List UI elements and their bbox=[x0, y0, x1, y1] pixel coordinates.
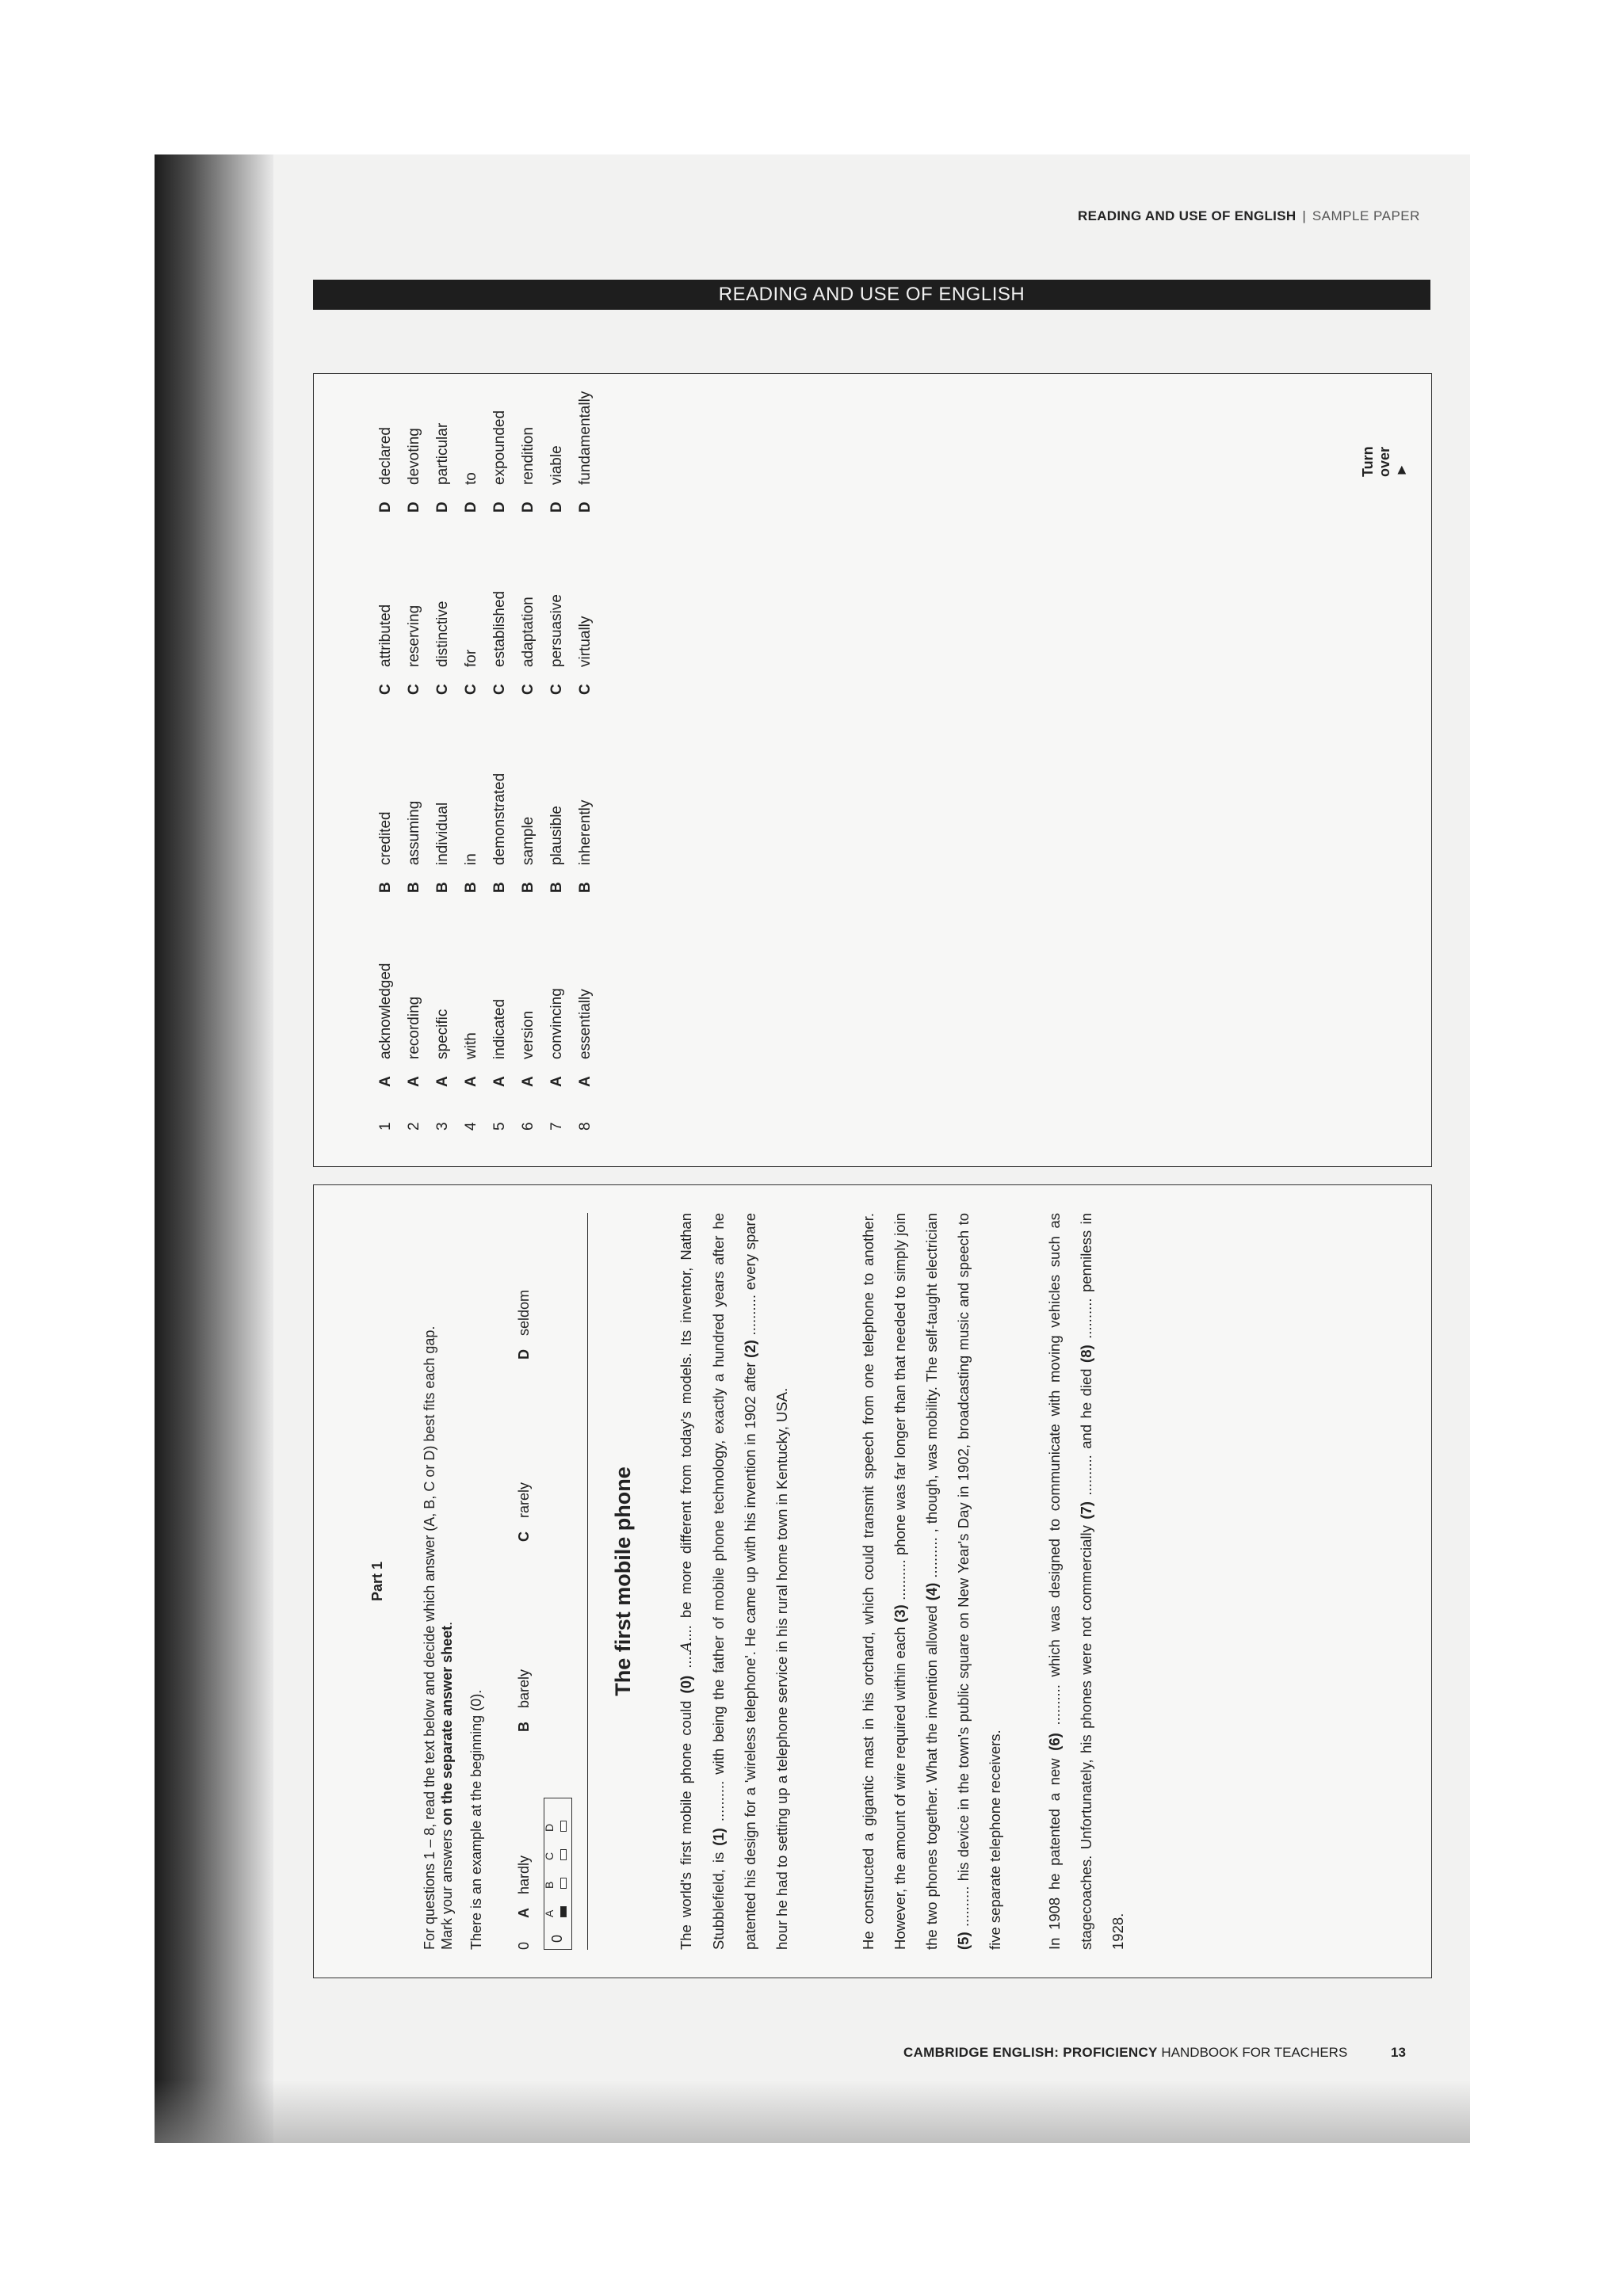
example-divider bbox=[587, 1213, 588, 1950]
option-d: expounded bbox=[491, 410, 508, 485]
gap-3: (3) bbox=[892, 1604, 908, 1623]
option-b: credited bbox=[377, 811, 394, 865]
example-letter-d: D bbox=[516, 1349, 532, 1360]
p3-text-b: .......... which was designed to communicate with moving vehicles such as stagecoaches. Unfortunately, his phones were not commercially bbox=[1046, 1213, 1094, 1950]
p2-text-a: He constructed a gigantic mast in his orchard, which could transmit speech from one telephone to another. However, the amount of wire required within each bbox=[860, 1213, 908, 1950]
option-letter-c: C bbox=[406, 684, 422, 695]
example-letter-a: A bbox=[516, 1908, 532, 1918]
article-paragraph-2 bbox=[853, 1213, 1011, 1950]
answer-box-letter-a: A bbox=[543, 1909, 556, 1917]
option-d: to bbox=[463, 472, 479, 485]
answer-box-letter-c: C bbox=[543, 1852, 556, 1860]
option-letter-b: B bbox=[577, 882, 594, 893]
option-letter-c: C bbox=[491, 684, 508, 695]
option-letter-d: D bbox=[491, 502, 508, 513]
option-letter-a: A bbox=[463, 1076, 479, 1087]
footer-rest: HANDBOOK FOR TEACHERS bbox=[1157, 2045, 1348, 2060]
option-d: particular bbox=[434, 422, 451, 485]
option-letter-b: B bbox=[491, 882, 508, 893]
option-a: acknowledged bbox=[377, 963, 394, 1059]
option-letter-d: D bbox=[406, 502, 422, 513]
answer-box-letter-d: D bbox=[543, 1823, 556, 1832]
option-letter-b: B bbox=[463, 882, 479, 893]
page-number: 13 bbox=[1391, 2045, 1406, 2060]
option-letter-c: C bbox=[548, 684, 565, 695]
gap-5: (5) bbox=[955, 1932, 972, 1950]
gap-7: (7) bbox=[1078, 1501, 1094, 1520]
example-option-c: rarely bbox=[516, 1482, 532, 1518]
example-option-a: hardly bbox=[516, 1855, 532, 1894]
gap-0: (0) bbox=[678, 1675, 694, 1694]
p2-text-c: .......... , though, was mobility. The self-taught electrician bbox=[923, 1213, 940, 1583]
example-letter-b: B bbox=[516, 1722, 532, 1732]
p1-text-b: .... bbox=[678, 1652, 694, 1676]
example-number: 0 bbox=[516, 1941, 532, 1950]
header-section: READING AND USE OF ENGLISH bbox=[1078, 208, 1296, 223]
option-a: version bbox=[520, 1010, 537, 1059]
gap-1: (1) bbox=[710, 1828, 727, 1846]
option-c: attributed bbox=[377, 604, 394, 667]
gap-4: (4) bbox=[923, 1582, 940, 1601]
instruction-line-2a: Mark your answers bbox=[439, 1825, 455, 1950]
instruction-line-1: For questions 1 – 8, read the text below and decide which answer (A, B, C or D) best fits each gap. bbox=[422, 1325, 437, 1950]
question-number: 3 bbox=[434, 1122, 451, 1131]
option-b: plausible bbox=[548, 806, 565, 865]
section-band bbox=[313, 280, 1430, 310]
option-letter-b: B bbox=[434, 882, 451, 893]
binding-shadow bbox=[155, 154, 273, 2143]
option-letter-b: B bbox=[520, 882, 537, 893]
bottom-scan-shadow bbox=[155, 2080, 1470, 2143]
option-letter-b: B bbox=[377, 882, 394, 893]
option-letter-c: C bbox=[463, 684, 479, 695]
question-number: 6 bbox=[520, 1122, 537, 1131]
option-a: essentially bbox=[577, 989, 594, 1059]
p1-text-d: .......... with being the father of mobile phone technology, exactly a hundred years after he patented his design for a 'wireless telephone'. He came up with his invention in 1902 after bbox=[710, 1213, 758, 1950]
option-letter-b: B bbox=[548, 882, 565, 893]
option-a: convincing bbox=[548, 988, 565, 1059]
answer-box-mark-d bbox=[560, 1821, 567, 1832]
example-option-d: seldom bbox=[516, 1289, 532, 1336]
option-letter-d: D bbox=[434, 502, 451, 513]
answer-box-letter-b: B bbox=[543, 1881, 556, 1889]
handwritten-answer: A bbox=[678, 1641, 695, 1653]
part-content bbox=[314, 1185, 1431, 1978]
header-tag: SAMPLE PAPER bbox=[1312, 208, 1420, 223]
text-panel bbox=[313, 1184, 1432, 1978]
section-band-title: READING AND USE OF ENGLISH bbox=[718, 284, 1025, 305]
option-b: individual bbox=[434, 802, 451, 865]
option-a: specific bbox=[434, 1009, 451, 1059]
article-paragraph-3 bbox=[1039, 1213, 1134, 1950]
option-c: adaptation bbox=[520, 597, 537, 667]
example-letter-c: C bbox=[516, 1531, 532, 1542]
option-b: sample bbox=[520, 816, 537, 865]
p1-text-c: .... be more different from today's models. Its inventor, Nathan Stubblefield, is bbox=[678, 1213, 727, 1950]
option-b: in bbox=[463, 853, 479, 865]
options-panel bbox=[313, 373, 1432, 1167]
option-d: declared bbox=[377, 427, 394, 485]
option-c: virtually bbox=[577, 616, 594, 667]
answer-box-mark-c bbox=[560, 1849, 567, 1860]
option-d: fundamentally bbox=[577, 391, 594, 485]
question-number: 7 bbox=[548, 1122, 565, 1131]
option-letter-c: C bbox=[434, 684, 451, 695]
option-c: reserving bbox=[406, 605, 422, 667]
answer-box-mark-a bbox=[560, 1906, 567, 1917]
option-letter-a: A bbox=[434, 1076, 451, 1087]
option-c: distinctive bbox=[434, 601, 451, 667]
option-letter-c: C bbox=[520, 684, 537, 695]
option-letter-d: D bbox=[377, 502, 394, 513]
instructions bbox=[421, 1213, 456, 1950]
option-letter-c: C bbox=[577, 684, 594, 695]
answer-box-mark-b bbox=[560, 1878, 567, 1889]
option-letter-d: D bbox=[548, 502, 565, 513]
header-separator: | bbox=[1302, 208, 1306, 223]
footer-brand: CAMBRIDGE ENGLISH: PROFICIENCY bbox=[903, 2045, 1158, 2060]
gap-2: (2) bbox=[742, 1340, 758, 1358]
option-letter-c: C bbox=[377, 684, 394, 695]
gap-8: (8) bbox=[1078, 1344, 1094, 1363]
gap-6: (6) bbox=[1046, 1733, 1063, 1751]
question-number: 2 bbox=[406, 1122, 422, 1131]
option-b: assuming bbox=[406, 800, 422, 865]
option-letter-b: B bbox=[406, 882, 422, 893]
running-header bbox=[1078, 208, 1420, 224]
option-letter-a: A bbox=[577, 1076, 594, 1087]
p3-text-c: .......... and he died bbox=[1078, 1362, 1094, 1502]
page-footer bbox=[903, 2045, 1347, 2061]
option-letter-a: A bbox=[548, 1076, 565, 1087]
example-answer-box bbox=[544, 1798, 572, 1950]
option-letter-a: A bbox=[491, 1076, 508, 1087]
option-letter-a: A bbox=[520, 1076, 537, 1087]
p1-text-e: .......... every spare hour he had to setting up a telephone service in his rural home town in Kentucky, USA. bbox=[742, 1213, 790, 1950]
scanned-page bbox=[155, 154, 1470, 2143]
article-paragraph-1 bbox=[670, 1213, 798, 1950]
instruction-line-2c: . bbox=[439, 1621, 455, 1626]
question-number: 8 bbox=[577, 1122, 594, 1131]
turn-over-label: Turn over ► bbox=[1360, 446, 1409, 477]
p3-text-a: In 1908 he patented a new bbox=[1046, 1750, 1063, 1950]
p2-text-b: .......... phone was far longer than that needed to simply join the two phones together. What the invention allowed bbox=[892, 1213, 940, 1950]
p1-text-a: The world's first mobile phone could bbox=[678, 1693, 694, 1950]
option-letter-d: D bbox=[463, 502, 479, 513]
part-title: Part 1 bbox=[369, 1561, 385, 1602]
option-d: viable bbox=[548, 445, 565, 485]
article-title: The first mobile phone bbox=[611, 1466, 635, 1696]
option-a: with bbox=[463, 1032, 479, 1059]
option-b: demonstrated bbox=[491, 772, 508, 865]
instruction-line-2b: on the separate answer sheet bbox=[439, 1625, 455, 1825]
option-letter-d: D bbox=[577, 502, 594, 513]
option-letter-a: A bbox=[406, 1076, 422, 1087]
option-a: recording bbox=[406, 996, 422, 1059]
option-letter-a: A bbox=[377, 1076, 394, 1087]
example-intro: There is an example at the beginning (0). bbox=[468, 1689, 484, 1950]
example-option-b: barely bbox=[516, 1669, 532, 1708]
option-c: established bbox=[491, 590, 508, 667]
example-row bbox=[516, 1213, 537, 1950]
p2-text-d: .......... his device in the town's public square on New Year's Day in 1902, broadcasting music and speech to five separate telephone receivers. bbox=[955, 1213, 1003, 1950]
option-d: rendition bbox=[520, 427, 537, 485]
option-b: inherently bbox=[577, 799, 594, 865]
p3-text-d: .......... penniless in 1928. bbox=[1078, 1213, 1126, 1950]
question-number: 4 bbox=[463, 1122, 479, 1131]
option-a: indicated bbox=[491, 998, 508, 1059]
option-letter-d: D bbox=[520, 502, 537, 513]
options-table bbox=[314, 374, 1431, 1166]
answer-box-number: 0 bbox=[549, 1934, 565, 1943]
option-c: persuasive bbox=[548, 594, 565, 667]
question-number: 1 bbox=[377, 1122, 394, 1131]
option-c: for bbox=[463, 649, 479, 667]
question-number: 5 bbox=[491, 1122, 508, 1131]
option-d: devoting bbox=[406, 428, 422, 485]
